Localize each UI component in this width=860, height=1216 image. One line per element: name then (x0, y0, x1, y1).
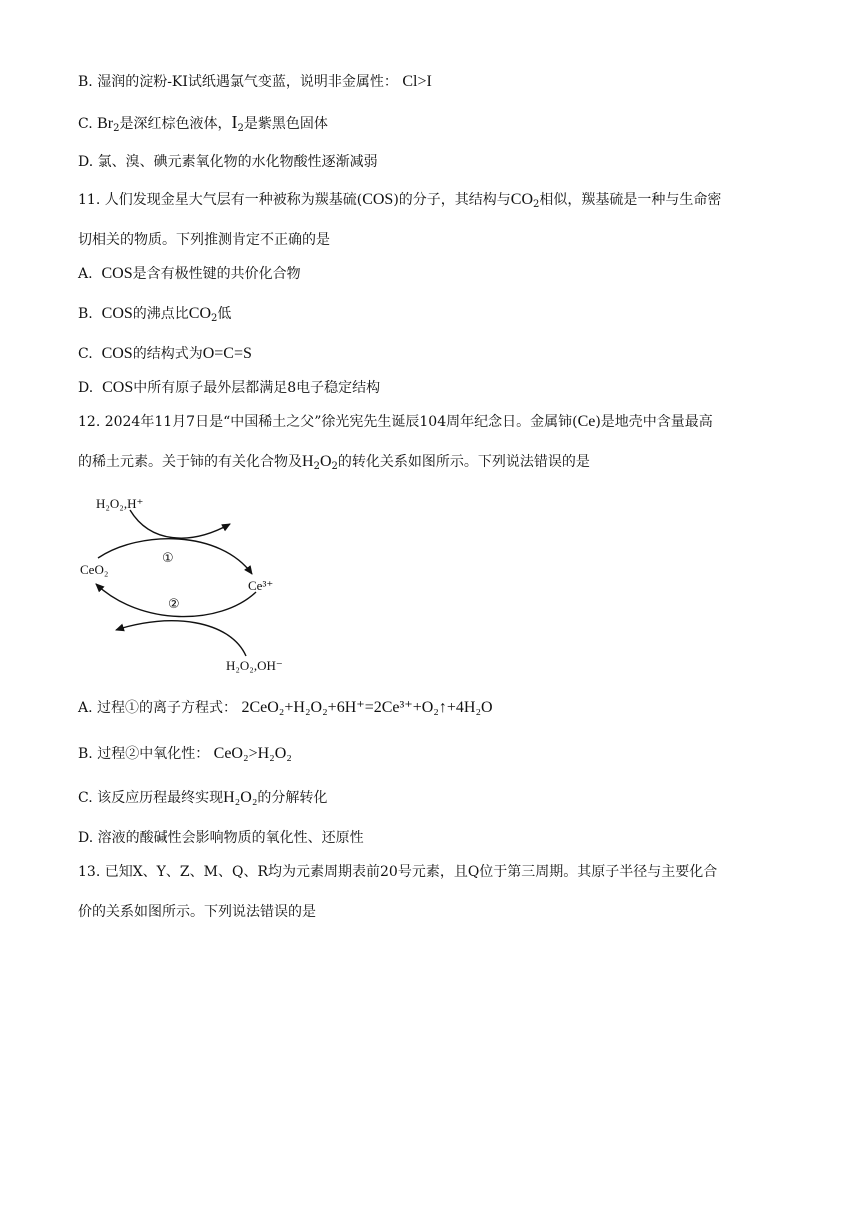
q12-stem-line2: 的稀土元素。关于铈的有关化合物及$H_2O_2$的转化关系如图所示。下列说法错误的是 (78, 453, 590, 472)
ceo2-label: CeO₂ (80, 562, 109, 577)
q10-option-b (78, 72, 432, 92)
q12-option-a-text: A. 过程①的离子方程式： (78, 700, 238, 716)
q11-stem-line1: 11. 人们发现金星大气层有一种被称为羰基硫(COS)的分子，其结构与$CO_2$相似，羰基硫是一种与生命密 (78, 191, 722, 210)
q10-option-c: C. $Br_2$是深红棕色液体，$I_2$是紫黑色固体 (78, 112, 328, 134)
q11-stem-part: 11. 人们发现金星大气层有一种被称为羰基硫( (78, 192, 363, 208)
q11-option-c (78, 344, 252, 364)
q11-option-d (78, 378, 380, 398)
q11-option-c-formula: O=C=S (202, 345, 252, 362)
reagent-in-arrow-top (130, 510, 230, 538)
q12-option-c-end: 的分解转化 (257, 790, 328, 806)
arrow-ceo2-to-ce3 (98, 539, 252, 574)
q11-option-b-label: B. (78, 306, 93, 322)
q11-option-b: B. COS的沸点比$CO_2$低 (78, 305, 232, 324)
q12-stem-line1 (78, 412, 713, 432)
q13-stem-line1: 13. 已知X、Y、Z、M、Q、R均为元素周期表前20号元素，且Q位于第三周期。其原子半径与主要化合 (78, 864, 718, 880)
q11-option-c-label: C. (78, 346, 93, 362)
q10-option-c-end: 是紫黑色固体 (243, 116, 328, 132)
q12-option-c-text: C. 该反应历程最终实现 (78, 790, 224, 806)
q12-option-d: D. 溶液的酸碱性会影响物质的氧化性、还原性 (78, 830, 364, 846)
q11-option-c-cos: COS (101, 345, 133, 362)
q11-option-d-cos: COS (102, 379, 134, 396)
q11-option-a (78, 264, 301, 284)
q11-option-a-label: A. (78, 266, 93, 282)
reagent-in-arrow-bottom (116, 621, 246, 656)
q12-ce: Ce (577, 413, 596, 430)
q11-stem-line2: 切相关的物质。下列推测肯定不正确的是 (78, 232, 330, 248)
q11-option-d-text: 中所有原子最外层都满足8电子稳定结构 (133, 380, 381, 396)
q10-option-b-text: B. 湿润的淀粉-KI试纸遇氯气变蓝，说明非金属性： (78, 74, 398, 90)
q10-option-d: D. 氯、溴、碘元素氧化物的水化物酸性逐渐减弱 (78, 154, 378, 170)
q12-option-c-formula: H₂O₂ (223, 789, 258, 806)
q11-option-b-end: 低 (217, 306, 232, 322)
q11-option-a-text: 是含有极性键的共价化合物 (132, 266, 301, 282)
q11-option-c-text: 的结构式为 (132, 346, 203, 362)
q12-option-b (78, 744, 292, 764)
q12-stem-part: 的稀土元素。关于铈的有关化合物及 (78, 454, 302, 470)
q11-cos: COS (362, 191, 394, 208)
q12-stem-part: )是地壳中含量最高 (595, 414, 713, 430)
q11-option-b-cos: COS (101, 305, 133, 322)
q11-stem-part: )的分子，其结构与 (393, 192, 511, 208)
step1-label: ① (162, 551, 174, 566)
q12-option-b-text: B. 过程②中氧化性： (78, 746, 210, 762)
q12-option-c (78, 788, 327, 808)
q11-stem-part: 相似，羰基硫是一种与生命密 (539, 192, 722, 208)
q12-option-a-equation: 2CeO₂+H₂O₂+6H⁺=2Ce³⁺+O₂↑+4H₂O (241, 699, 493, 716)
q11-option-b-text: 的沸点比 (132, 306, 189, 322)
q11-option-a-cos: COS (101, 265, 133, 282)
q11-option-d-label: D. (78, 380, 94, 396)
q10-br-symbol: Br (97, 115, 114, 132)
q12-o: O (319, 453, 332, 470)
q10-i-symbol: I (231, 112, 238, 132)
bottom-reagent-label: H₂O₂,OH⁻ (226, 658, 283, 673)
q10-option-c-label: C. (78, 116, 93, 132)
q12-h: H (302, 453, 314, 470)
q10-option-c-mid: 是深红棕色液体， (119, 116, 232, 132)
top-reagent-label: H₂O₂,H⁺ (96, 496, 144, 511)
q10-option-b-formula: Cl>I (402, 73, 432, 90)
step2-label: ② (168, 597, 180, 612)
q12-stem-part: 的转化关系如图所示。下列说法错误的是 (337, 454, 590, 470)
cerium-cycle-diagram (70, 488, 300, 678)
ce3-label: Ce³⁺ (248, 578, 274, 593)
q11-option-b-co2: CO (188, 305, 212, 322)
q12-option-a (78, 698, 493, 718)
q12-option-b-equation: CeO₂>H₂O₂ (213, 745, 292, 762)
q11-co2: CO (510, 191, 534, 208)
q12-stem-part: 12. 2024年11月7日是“中国稀土之父”徐光宪先生诞辰104周年纪念日。金属铈( (78, 414, 578, 430)
q13-stem-line2: 价的关系如图所示。下列说法错误的是 (78, 904, 316, 920)
